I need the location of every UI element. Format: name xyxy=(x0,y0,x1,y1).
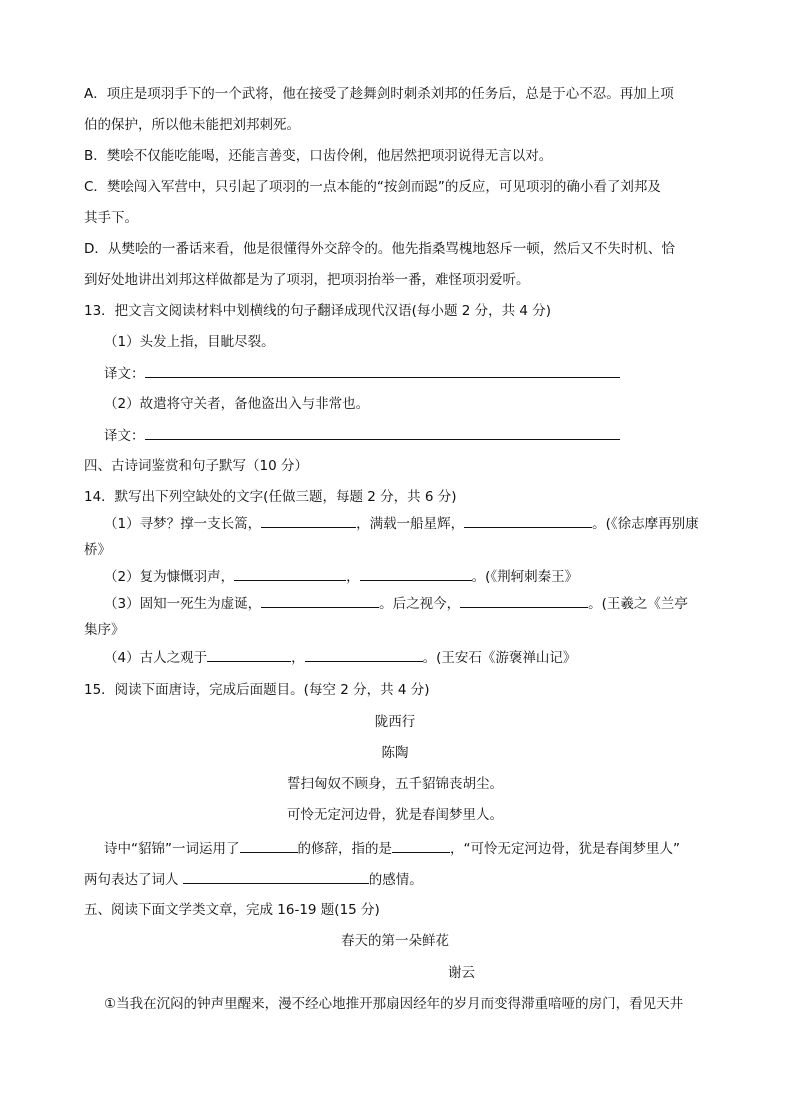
translation-blank-1[interactable] xyxy=(145,363,620,378)
q14-2-blank-a[interactable] xyxy=(234,566,346,581)
q13-sentence-1: （1）头发上指，目眦尽裂。 xyxy=(104,334,275,350)
q14-2-text-sep: ， xyxy=(346,569,360,585)
q14-1-text-a: （1）寻梦？撑一支长篙， xyxy=(104,516,262,532)
q13-translation-1 xyxy=(104,363,620,384)
q14-item-1-cont: 桥》 xyxy=(84,542,111,558)
q15-question-line2 xyxy=(84,869,423,890)
q14-4-text-a: （4）古人之观于 xyxy=(104,650,208,666)
q14-2-text-end: 。(《荆轲刺秦王》 xyxy=(471,569,579,585)
q14-2-blank-b[interactable] xyxy=(360,566,472,581)
q14-item-1 xyxy=(104,513,699,534)
option-a-line1: A．项庄是项羽手下的一个武将，他在接受了趁舞剑时刺杀刘邦的任务后，总是于心不忍。再加上项 xyxy=(84,86,674,102)
poem-title: 陇西行 xyxy=(374,714,416,730)
option-d-line1: D．从樊哙的一番话来看，他是很懂得外交辞令的。他先指桑骂槐地怒斥一顿，然后又不失时机、恰 xyxy=(84,241,675,257)
q14-item-4 xyxy=(104,647,576,668)
essay-paragraph-1: ①当我在沉闷的钟声里醒来，漫不经心地推开那扇因经年的岁月而变得滞重喑哑的房门，看见天井 xyxy=(104,996,684,1012)
q14-2-text-a: （2）复为慷慨羽声， xyxy=(104,569,235,585)
option-d-line2: 到好处地讲出刘邦这样做都是为了项羽，把项羽抬举一番，难怪项羽爱听。 xyxy=(84,272,530,288)
translation-blank-2[interactable] xyxy=(145,425,620,440)
q14-3-text-a: （3）固知一死生为虚诞， xyxy=(104,596,262,612)
q15-blank-b[interactable] xyxy=(392,838,450,853)
essay-title: 春天的第一朵鲜花 xyxy=(341,933,449,949)
q14-3-blank-b[interactable] xyxy=(460,593,588,608)
q14-4-blank-a[interactable] xyxy=(207,647,291,662)
poem-line-2: 可怜无定河边骨，犹是春闺梦里人。 xyxy=(287,807,503,823)
q15-text-a: 诗中“貂锦”一词运用了 xyxy=(104,841,240,857)
q14-4-text-sep: ， xyxy=(291,650,305,666)
q14-4-text-end: 。(王安石《游褒禅山记》 xyxy=(422,650,577,666)
option-c-line1: C．樊哙闯入军营中，只引起了项羽的一点本能的“按剑而跽”的反应，可见项羽的确小看了刘邦及 xyxy=(84,179,661,195)
q15-title: 15．阅读下面唐诗，完成后面题目。(每空 2 分，共 4 分) xyxy=(84,682,430,698)
essay-author: 谢云 xyxy=(448,965,475,981)
q14-1-blank-b[interactable] xyxy=(464,513,592,528)
q13-title: 13．把文言文阅读材料中划横线的句子翻译成现代汉语(每小题 2 分，共 4 分) xyxy=(84,303,552,319)
q15-text-d: 两句表达了词人 xyxy=(84,872,183,888)
q15-text-b: 的修辞，指的是 xyxy=(297,841,392,857)
option-c-line2: 其手下。 xyxy=(84,210,138,226)
translate-label: 译文： xyxy=(104,366,145,382)
option-b: B．樊哙不仅能吃能喝，还能言善变，口齿伶俐，他居然把项羽说得无言以对。 xyxy=(84,148,553,164)
poem-line-1: 誓扫匈奴不顾身，五千貂锦丧胡尘。 xyxy=(287,776,503,792)
q15-blank-c[interactable] xyxy=(183,869,369,884)
translate-label: 译文： xyxy=(104,428,145,444)
q14-1-text-sep: ，满载一船星辉， xyxy=(356,516,465,532)
q14-4-blank-b[interactable] xyxy=(305,647,423,662)
q15-question-line1 xyxy=(104,838,680,859)
q14-1-text-end: 。(《徐志摩再别康 xyxy=(592,516,699,532)
q14-3-text-end: 。(王羲之《兰亭 xyxy=(588,596,688,612)
poem-author: 陈陶 xyxy=(381,745,409,761)
q14-item-2 xyxy=(104,566,578,587)
q14-1-blank-a[interactable] xyxy=(261,513,356,528)
q14-3-text-sep: 。后之视今， xyxy=(379,596,461,612)
q13-sentence-2: （2）故遣将守关者，备他盗出入与非常也。 xyxy=(104,396,370,412)
q14-item-3 xyxy=(104,593,688,614)
q15-blank-a[interactable] xyxy=(240,838,298,853)
q14-title: 14．默写出下列空缺处的文字(任做三题，每题 2 分，共 6 分) xyxy=(84,489,457,505)
q14-3-blank-a[interactable] xyxy=(261,593,379,608)
q15-text-c: ，“可怜无定河边骨，犹是春闺梦里人” xyxy=(450,841,680,857)
q15-text-e: 的感情。 xyxy=(368,872,423,888)
q13-translation-2 xyxy=(104,425,620,446)
q14-item-3-cont: 集序》 xyxy=(84,622,125,638)
section-4-heading: 四、古诗词鉴赏和句子默写（10 分） xyxy=(84,458,308,474)
section-5-heading: 五、阅读下面文学类文章，完成 16-19 题(15 分) xyxy=(84,902,380,918)
option-a-line2: 伯的保护，所以他未能把刘邦刺死。 xyxy=(84,117,300,133)
